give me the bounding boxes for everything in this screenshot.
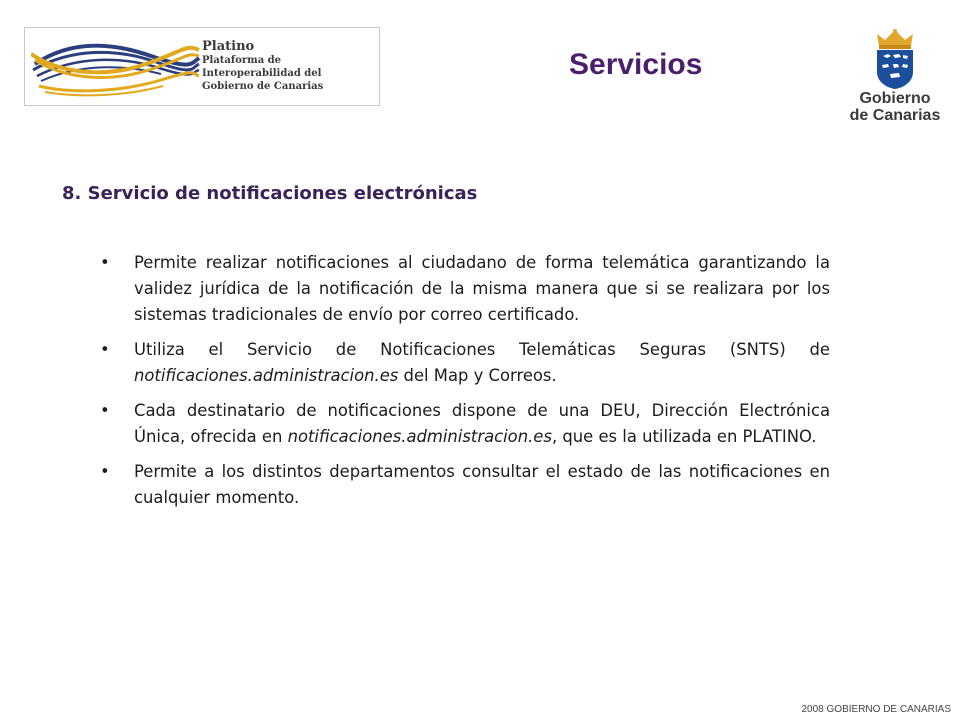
bullet-segment: Permite realizar notificaciones al ciudadano de forma telemática garantizando la validez jurídica de la notificación de la misma manera que si se realizara por los sistemas tradicionales de envío por correo certificado. <box>134 253 830 324</box>
bullet-text <box>134 401 830 446</box>
bullet-item <box>100 459 830 511</box>
bullet-dot: • <box>100 401 110 420</box>
bullet-segment: Permite a los distintos departamentos consultar el estado de las notificaciones en cualquier momento. <box>134 462 830 507</box>
gov-logo-line-1: Gobierno <box>859 90 931 107</box>
bullet-text <box>134 340 830 385</box>
bullet-item <box>100 337 830 389</box>
gobierno-canarias-logo <box>842 28 948 124</box>
platino-logo <box>24 27 380 106</box>
platino-subtitle-line-2: Gobierno de Canarias <box>202 81 324 92</box>
bullet-item <box>100 398 830 450</box>
bullet-segment: del Map y Correos. <box>398 366 557 385</box>
bullet-segment: , que es la utilizada en PLATINO. <box>551 427 817 446</box>
footer-copyright: 2008 GOBIERNO DE CANARIAS <box>801 704 951 715</box>
bullet-segment: Utiliza el Servicio de Notificaciones Telemáticas Seguras (SNTS) de <box>134 340 830 359</box>
bullet-segment-italic: notificaciones.administracion.es <box>134 366 399 385</box>
bullet-dot: • <box>100 462 110 481</box>
bullet-segment: Cada destinatario de notificaciones dispone de una DEU, Dirección Electrónica Única, ofrecida en <box>134 401 830 446</box>
bullet-text <box>134 253 830 324</box>
bullet-item <box>100 250 830 328</box>
bullet-segment-italic: notificaciones.administracion.es <box>287 427 552 446</box>
coat-of-arms-icon <box>865 28 925 90</box>
platino-wave-logo <box>31 34 201 100</box>
section-title: 8. Servicio de notificaciones electrónicas <box>62 183 478 204</box>
bullet-text <box>134 462 830 507</box>
platino-brand-name: Platino <box>202 39 255 54</box>
platino-subtitle-line-1: Plataforma de Interoperabilidad del <box>202 55 322 79</box>
page-title: Servicios <box>569 48 703 81</box>
bullet-dot: • <box>100 340 110 359</box>
bullet-dot: • <box>100 253 110 272</box>
gov-logo-line-2: de Canarias <box>849 107 941 124</box>
bullet-list <box>100 250 830 520</box>
